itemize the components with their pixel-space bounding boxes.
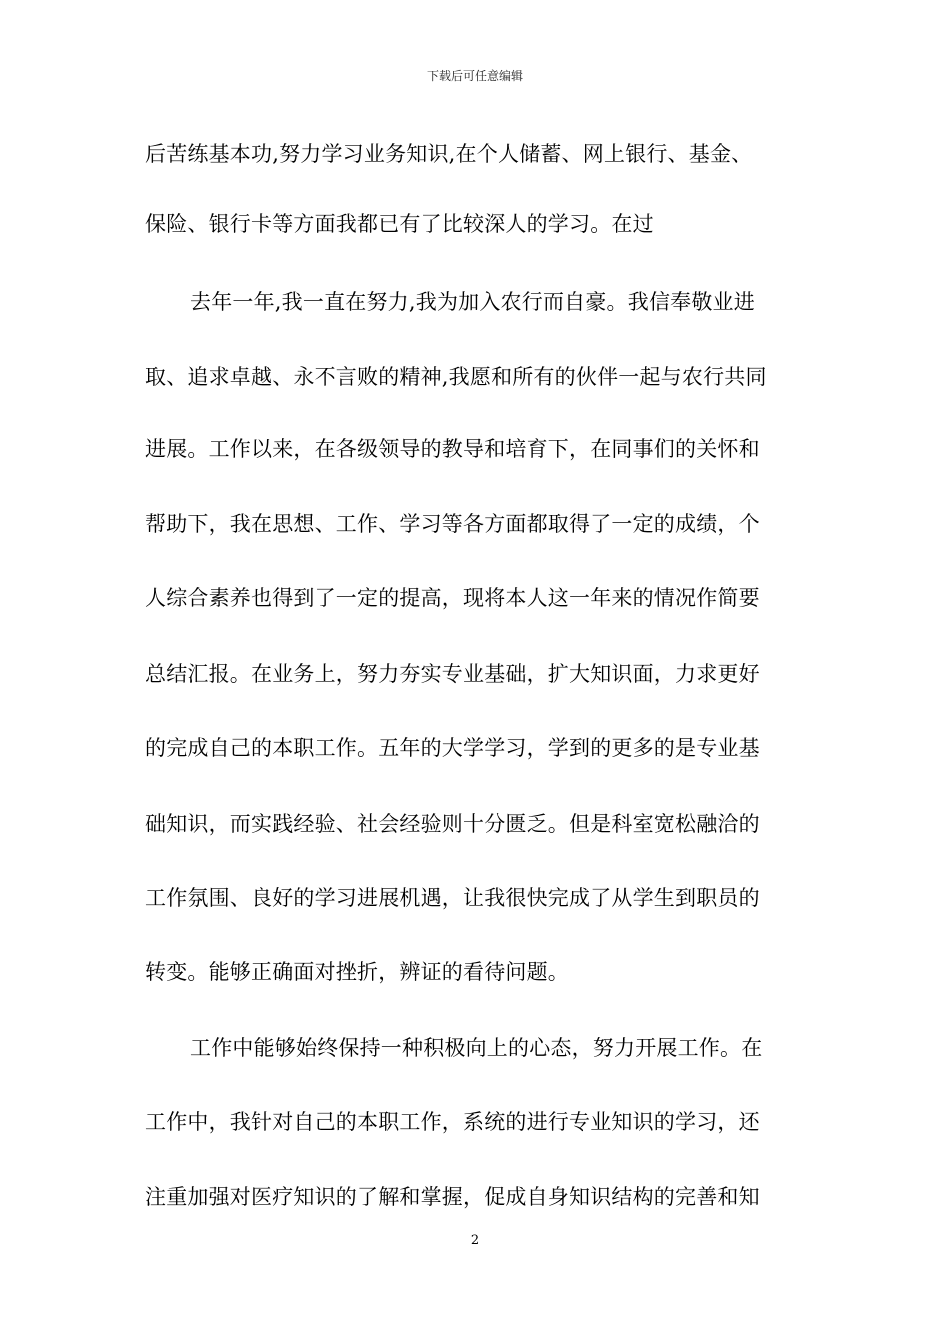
paragraph-line: 后苦练基本功,努力学习业务知识,在个人储蓄、网上银行、基金、 (145, 142, 753, 166)
paragraph-line: 总结汇报。在业务上，努力夯实专业基础，扩大知识面，力求更好 (145, 662, 760, 686)
paragraph-line: 注重加强对医疗知识的了解和掌握，促成自身知识结构的完善和知 (145, 1185, 760, 1209)
paragraph-line: 取、追求卓越、永不言败的精神,我愿和所有的伙伴一起与农行共同 (145, 365, 767, 389)
paragraph-line: 工作中能够始终保持一种积极向上的心态，努力开展工作。在 (190, 1036, 763, 1060)
paragraph-line: 进展。工作以来，在各级领导的教导和培育下，在同事们的关怀和 (145, 437, 760, 461)
paragraph-line: 的完成自己的本职工作。五年的大学学习，学到的更多的是专业基 (145, 736, 760, 760)
paragraph-line: 去年一年,我一直在努力,我为加入农行而自豪。我信奉敬业进 (190, 290, 755, 314)
page-header: 下载后可任意编辑 (426, 69, 523, 83)
paragraph-line: 转变。能够正确面对挫折，辨证的看待问题。 (145, 960, 569, 984)
paragraph-line: 工作中，我针对自己的本职工作，系统的进行专业知识的学习，还 (145, 1110, 760, 1134)
page-number: 2 (470, 1233, 480, 1248)
paragraph-line: 础知识，而实践经验、社会经验则十分匮乏。但是科室宽松融洽的 (145, 812, 760, 836)
paragraph-line: 工作氛围、良好的学习进展机遇，让我很快完成了从学生到职员的 (145, 886, 760, 910)
paragraph-line: 保险、银行卡等方面我都已有了比较深人的学习。在过 (145, 212, 654, 236)
paragraph-line: 帮助下，我在思想、工作、学习等各方面都取得了一定的成绩，个 (145, 512, 760, 536)
paragraph-line: 人综合素养也得到了一定的提高，现将本人这一年来的情况作简要 (145, 586, 760, 610)
